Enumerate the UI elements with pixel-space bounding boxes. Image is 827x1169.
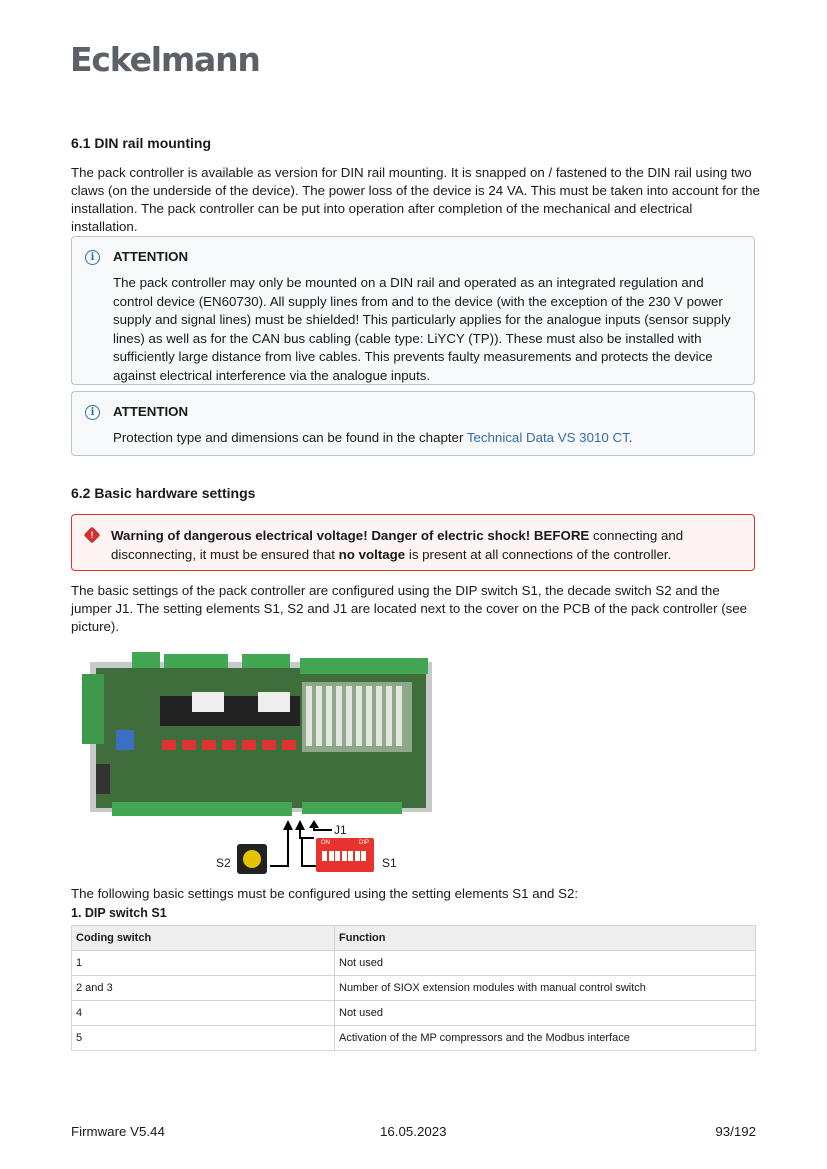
voltage-warning-box: [71, 514, 755, 571]
table-cell: Number of SIOX extension modules with manual control switch: [335, 976, 756, 1001]
column-header: Function: [335, 926, 756, 951]
decade-switch-s2: [237, 844, 267, 874]
table-header-row: [72, 926, 756, 951]
info-icon: i: [85, 250, 100, 265]
table-title: 1. DIP switch S1: [71, 906, 167, 920]
dip-switch-s1: [316, 838, 374, 872]
info-icon: i: [85, 405, 100, 420]
attention-box-protection: [71, 391, 755, 456]
dip-on-label: ON: [321, 840, 330, 846]
table-row: [72, 1026, 756, 1051]
controller-pcb-image: [72, 652, 434, 824]
dip-label: DIP: [358, 840, 369, 846]
intro-text: The following basic settings must be configured using the setting elements S1 and S2:: [71, 886, 579, 901]
section-heading-din-rail: 6.1 DIN rail mounting: [71, 135, 212, 151]
table-cell: Not used: [335, 951, 756, 976]
label-s2: S2: [216, 856, 231, 870]
footer-page-number: 93/192: [715, 1124, 756, 1139]
warning-body: [111, 527, 741, 564]
column-header: Coding switch: [72, 926, 335, 951]
table-row: [72, 976, 756, 1001]
table-row: [72, 951, 756, 976]
section-heading-hardware: 6.2 Basic hardware settings: [71, 485, 256, 501]
attention-body: [113, 429, 743, 448]
hardware-paragraph: The basic settings of the pack controller are configured using the DIP switch S1, the decade switch S2 and the jumper J1. The setting elements S1, S2 and J1 are located next to the cover on the PCB of the pack controller (see picture).: [71, 583, 748, 634]
attention-text: Protection type and dimensions can be found in the chapter: [113, 430, 467, 445]
table-cell: Activation of the MP compressors and the Modbus interface: [335, 1026, 756, 1051]
attention-text-end: .: [628, 430, 633, 445]
table-cell: Not used: [335, 1001, 756, 1026]
label-j1: J1: [334, 823, 347, 837]
label-s1: S1: [382, 856, 397, 870]
footer-date: 16.05.2023: [380, 1124, 447, 1139]
attention-box-mounting: [71, 236, 755, 385]
attention-title: ATTENTION: [113, 404, 189, 419]
attention-body: The pack controller may only be mounted on a DIN rail and operated as an integrated regulation and control device (EN60730). All supply lines from and to the device (with the exception of the 230 V power supply and signal lines) must be shielded! This particularly applies for the analogue inputs (sensor supply lines) as well as for the CAN bus cabling (cable type: LiYCY (TP)). These must also be installed with sufficiently large distance from live cables. This prevents faulty measurements and protects the device against electrical interference via the analogue inputs.: [113, 275, 731, 383]
din-rail-paragraph: The pack controller is available as version for DIN rail mounting. It is snapped on / fastened to the DIN rail using two claws (on the underside of the device). The power loss of the device is 24 VA. This must be taken into account for the installation. The pack controller can be put into operation after completion of the mechanical and electrical installation.: [71, 165, 760, 234]
warning-text: connecting and disconnecting, it must be ensured that: [111, 528, 684, 562]
warning-icon: !: [84, 527, 101, 544]
table-cell: 2 and 3: [72, 976, 335, 1001]
warning-bold-text: Warning of dangerous electrical voltage! Danger of electric shock! BEFORE: [111, 528, 590, 543]
technical-data-link[interactable]: Technical Data VS 3010 CT: [466, 430, 629, 445]
footer-firmware: Firmware V5.44: [71, 1124, 165, 1139]
attention-title: ATTENTION: [113, 249, 189, 264]
brand-logo: Eckelmann: [70, 40, 260, 79]
table-cell: 1: [72, 951, 335, 976]
table-row: [72, 1001, 756, 1026]
warning-bold-no-voltage: no voltage: [338, 546, 406, 562]
warning-text-end: is present at all connections of the controller.: [405, 546, 672, 562]
dip-switch-table: [71, 925, 756, 1051]
table-cell: 5: [72, 1026, 335, 1051]
table-cell: 4: [72, 1001, 335, 1026]
